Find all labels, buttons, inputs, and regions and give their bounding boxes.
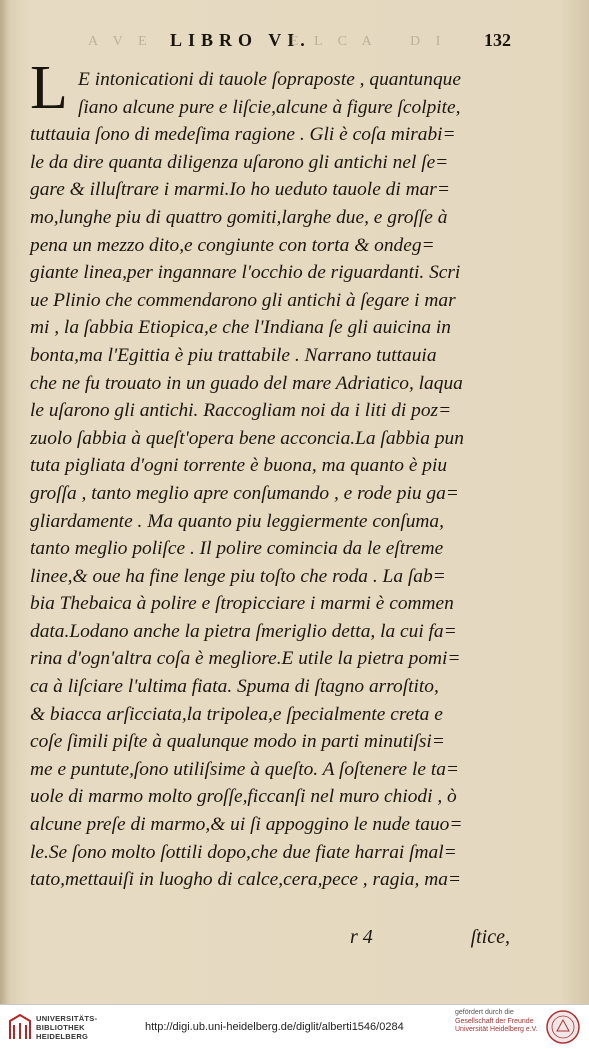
- text-line: bia Thebaica à polire e ſtropicciare i marmi è commen: [30, 593, 454, 615]
- university-seal-icon: [545, 1009, 581, 1045]
- text-line: coſe ſimili piſte à qualunque modo in parti minutiſsi=: [30, 731, 445, 753]
- text-line: data.Lodano anche la pietra ſmeriglio detta, la cui fa=: [30, 620, 457, 642]
- text-line: rina d'ogn'altra coſa è megliore.E utile la pietra pomi=: [30, 648, 461, 670]
- text-line: zuolo ſabbia à queſt'opera bene acconcia.La ſabbia pun: [30, 427, 464, 449]
- viewer-footer: [0, 1004, 589, 1049]
- university-library-logo-icon: [8, 1013, 32, 1041]
- text-line: giante linea,per ingannare l'occhio de riguardanti. Scri: [30, 262, 461, 284]
- signature-line: [350, 926, 510, 952]
- running-title: LIBRO VI.: [170, 30, 311, 50]
- show-through-text: E L C A: [290, 34, 378, 49]
- text-line: pena un mezzo dito,e congiunte con torta & ondeg=: [30, 234, 435, 256]
- running-header: [0, 30, 589, 54]
- text-line: gliardamente . Ma quanto piu leggiermente conſuma,: [30, 510, 444, 532]
- text-line: alcune preſe di marmo,& ui ſi appoggino le nude tauo=: [30, 814, 463, 836]
- text-line: & biacca arſicciata,la tripolea,e ſpecialmente creta e: [30, 703, 443, 725]
- text-line: linee,& oue ha fine lenge piu toſto che roda . La ſab=: [30, 565, 446, 587]
- catchword: ſtice,: [470, 926, 510, 948]
- show-through-text: A V E: [88, 34, 153, 49]
- text-line: E intonicationi di tauole ſopraposte , quantunque: [78, 69, 461, 90]
- text-line: tuta pigliata d'ogni torrente è buona, ma quanto è piu: [30, 455, 448, 477]
- text-line: me e puntute,ſono utiliſsime à queſto. A ſoſtenere le ta=: [30, 758, 460, 780]
- text-line: ca à liſciare l'ultima fiata. Spuma di ſtagno arroſtito,: [30, 676, 439, 698]
- body-text: [30, 66, 516, 894]
- text-line: ue Plinio che commendarono gli antichi à ſegare i mar: [30, 289, 456, 311]
- show-through-text: D I: [410, 34, 447, 49]
- text-line: le.Se ſono molto ſottili dopo,che due fiate harrai ſmal=: [30, 841, 457, 863]
- text-line: bonta,ma l'Egittia è piu trattabile . Narrano tuttauia: [30, 344, 437, 366]
- text-line: tato,mettauiſi in luogho di calce,cera,pece , ragia, ma=: [30, 869, 461, 891]
- text-line: tuttauia ſono di medeſima ragione . Gli è coſa mirabi=: [30, 124, 456, 146]
- text-line: uole di marmo molto groſſe,ficcanſi nel muro chiodi , ò: [30, 786, 457, 808]
- text-line: le da dire quanta diligenza uſarono gli antichi nel ſe=: [30, 151, 449, 173]
- text-line: ſiano alcune pure e liſcie,alcune à figure ſcolpite,: [78, 96, 461, 118]
- initial-capital: L: [30, 54, 68, 122]
- library-name: UNIVERSITÄTS- BIBLIOTHEK HEIDELBERG: [36, 1014, 98, 1041]
- text-line: mi , la ſabbia Etiopica,e che l'Indiana ſe gli auicina in: [30, 317, 451, 339]
- text-line: gare & illuſtrare i marmi.Io ho ueduto tauole di mar=: [30, 179, 450, 201]
- text-line: che ne fu trouato in un guado del mare Adriatico, laqua: [30, 372, 463, 394]
- text-line: tanto meglio poliſce . Il polire comincia da le eſtreme: [30, 538, 444, 560]
- text-line: le uſarono gli antichi. Raccogliam noi da i liti di poz=: [30, 400, 452, 422]
- text-line: groſſa , tanto meglio apre conſumando , e rode piu ga=: [30, 482, 459, 504]
- signature-mark: r 4: [350, 926, 373, 948]
- folio-number: 132: [484, 30, 511, 50]
- permalink-url[interactable]: http://digi.ub.uni-heidelberg.de/diglit/alberti1546/0284: [145, 1021, 404, 1033]
- funder-credit: gefördert durch die Gesellschaft der Freunde Universität Heidelberg e.V.: [455, 1009, 538, 1033]
- text-line: mo,lunghe piu di quattro gomiti,larghe due, e groſſe à: [30, 206, 448, 228]
